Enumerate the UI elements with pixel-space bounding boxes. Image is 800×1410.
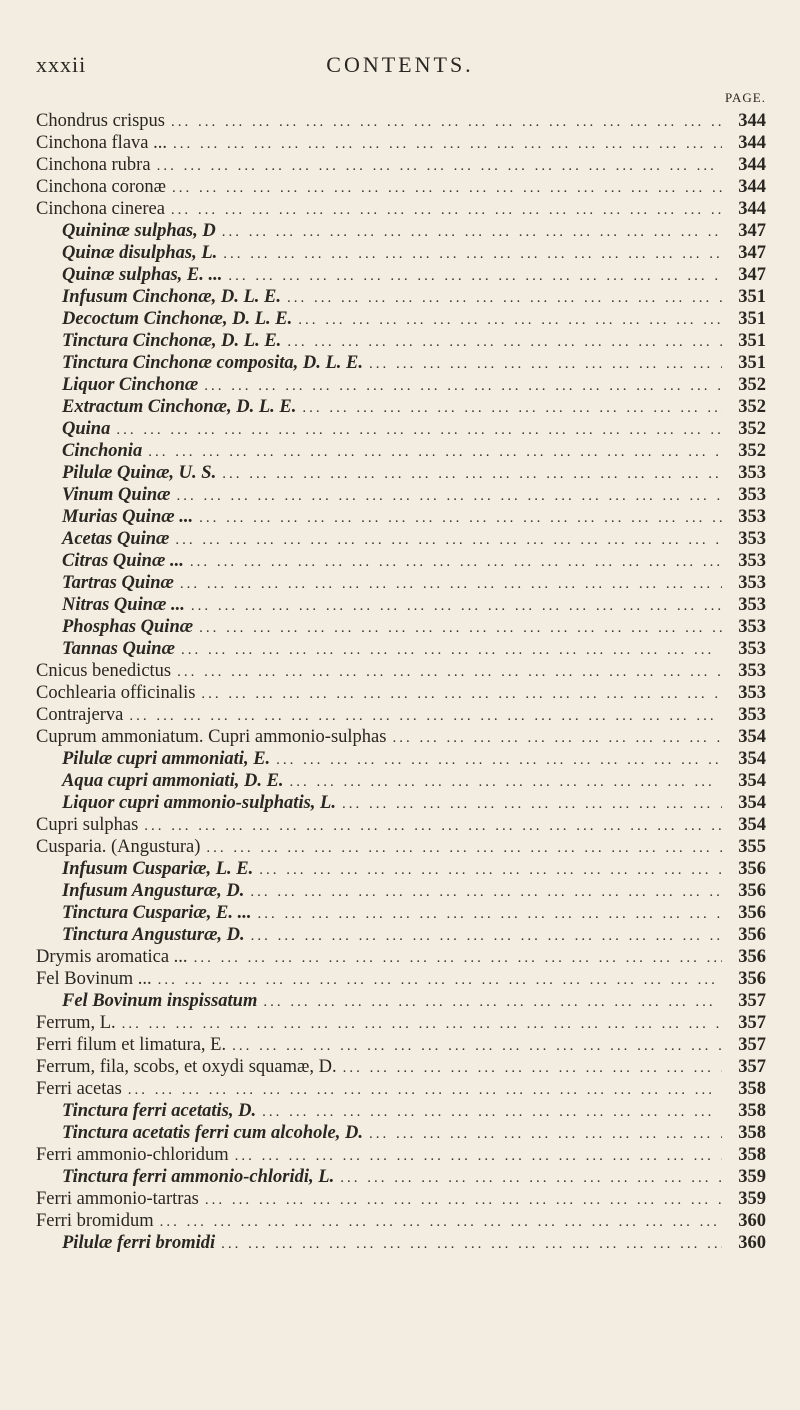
entry-title: Cinchona cinerea xyxy=(36,199,165,219)
entry-page-number: 356 xyxy=(738,881,766,901)
dot-leader xyxy=(342,793,722,815)
entry-page-number: 352 xyxy=(738,441,766,461)
contents-entry xyxy=(36,704,766,726)
entry-title: Quinæ sulphas, E. ... xyxy=(62,265,223,285)
entry-title: Cinchona coronæ xyxy=(36,177,166,197)
contents-entry xyxy=(36,660,766,682)
contents-subentry xyxy=(36,1232,766,1254)
contents-subentry xyxy=(36,1100,766,1122)
dot-leader xyxy=(180,573,722,595)
entry-title: Decoctum Cinchonæ, D. L. E. xyxy=(62,309,293,329)
entry-page-number: 354 xyxy=(738,771,766,791)
entry-title: Infusum Cuspariæ, L. E. xyxy=(62,859,254,879)
entry-page-number: 353 xyxy=(738,573,766,593)
entry-title: Tinctura acetatis ferri cum alcohole, D. xyxy=(62,1123,363,1143)
dot-leader xyxy=(251,925,722,947)
entry-title: Quinæ disulphas, L. xyxy=(62,243,218,263)
entry-title: Ferrum, L. xyxy=(36,1013,116,1033)
dot-leader xyxy=(298,309,722,331)
contents-entry xyxy=(36,814,766,836)
contents-subentry xyxy=(36,990,766,1012)
contents-entry xyxy=(36,968,766,990)
entry-page-number: 353 xyxy=(738,705,766,725)
entry-page-number: 356 xyxy=(738,969,766,989)
entry-title: Murias Quinæ ... xyxy=(62,507,194,527)
dot-leader xyxy=(340,1167,722,1189)
entry-page-number: 352 xyxy=(738,375,766,395)
dot-leader xyxy=(204,375,722,397)
dot-leader xyxy=(235,1145,722,1167)
dot-leader xyxy=(258,903,723,925)
dot-leader xyxy=(392,727,722,749)
entry-page-number: 354 xyxy=(738,727,766,747)
entry-page-number: 360 xyxy=(738,1233,766,1253)
dot-leader xyxy=(221,1233,722,1255)
entry-title: Liquor Cinchonæ xyxy=(62,375,199,395)
contents-entry xyxy=(36,110,766,132)
entry-title: Tinctura Angusturæ, D. xyxy=(62,925,245,945)
entry-title: Tinctura ferri ammonio-chloridi, L. xyxy=(62,1167,335,1187)
entry-page-number: 351 xyxy=(738,309,766,329)
dot-leader xyxy=(369,1123,722,1145)
entry-page-number: 356 xyxy=(738,947,766,967)
contents-subentry xyxy=(36,902,766,924)
dot-leader xyxy=(263,991,722,1013)
dot-leader xyxy=(148,441,722,463)
running-title: CONTENTS. xyxy=(326,52,474,77)
entry-page-number: 353 xyxy=(738,551,766,571)
contents-subentry xyxy=(36,858,766,880)
page-header xyxy=(36,52,764,82)
dot-leader xyxy=(175,529,722,551)
entry-page-number: 358 xyxy=(738,1101,766,1121)
contents-subentry xyxy=(36,330,766,352)
dot-leader xyxy=(206,837,722,859)
entry-title: Fel Bovinum ... xyxy=(36,969,152,989)
entry-page-number: 356 xyxy=(738,859,766,879)
dot-leader xyxy=(177,485,723,507)
contents-subentry xyxy=(36,220,766,242)
dot-leader xyxy=(116,419,722,441)
contents-subentry xyxy=(36,638,766,660)
dot-leader xyxy=(223,243,722,265)
entry-page-number: 360 xyxy=(738,1211,766,1231)
dot-leader xyxy=(181,639,722,661)
contents-entry xyxy=(36,1144,766,1166)
dot-leader xyxy=(194,947,722,969)
page-number: xxxii xyxy=(36,52,87,77)
entry-page-number: 353 xyxy=(738,595,766,615)
dot-leader xyxy=(173,133,722,155)
contents-entry xyxy=(36,1056,766,1078)
contents-entry xyxy=(36,154,766,176)
dot-leader xyxy=(190,551,722,573)
entry-title: Ferri acetas xyxy=(36,1079,122,1099)
contents-subentry xyxy=(36,770,766,792)
dot-leader xyxy=(287,331,722,353)
contents-entry xyxy=(36,682,766,704)
contents-entry xyxy=(36,198,766,220)
contents-subentry xyxy=(36,1122,766,1144)
entry-title: Cupri sulphas xyxy=(36,815,139,835)
entry-page-number: 353 xyxy=(738,529,766,549)
entry-page-number: 344 xyxy=(738,199,766,219)
entry-title: Contrajerva xyxy=(36,705,124,725)
entry-page-number: 353 xyxy=(738,485,766,505)
entry-title: Tinctura ferri acetatis, D. xyxy=(62,1101,257,1121)
entry-page-number: 353 xyxy=(738,639,766,659)
contents-subentry xyxy=(36,286,766,308)
dot-leader xyxy=(171,111,722,133)
entry-title: Aqua cupri ammoniati, D. E. xyxy=(62,771,284,791)
dot-leader xyxy=(222,221,722,243)
entry-title: Chondrus crispus xyxy=(36,111,165,131)
entry-page-number: 359 xyxy=(738,1189,766,1209)
entry-page-number: 354 xyxy=(738,749,766,769)
entry-page-number: 353 xyxy=(738,463,766,483)
entry-title: Ferri ammonio-chloridum xyxy=(36,1145,229,1165)
entry-title: Tinctura Cinchonæ composita, D. L. E. xyxy=(62,353,364,373)
entry-title: Ferri bromidum xyxy=(36,1211,154,1231)
dot-leader xyxy=(199,617,722,639)
entry-title: Fel Bovinum inspissatum xyxy=(62,991,258,1011)
entry-title: Cinchona flava ... xyxy=(36,133,167,153)
entry-page-number: 352 xyxy=(738,419,766,439)
entry-title: Pilulæ ferri bromidi xyxy=(62,1233,216,1253)
entry-page-number: 344 xyxy=(738,155,766,175)
dot-leader xyxy=(205,1189,722,1211)
contents-subentry xyxy=(36,462,766,484)
contents-subentry xyxy=(36,308,766,330)
contents-entry xyxy=(36,1034,766,1056)
entry-title: Tinctura Cuspariæ, E. ... xyxy=(62,903,252,923)
contents-subentry xyxy=(36,924,766,946)
entry-title: Citras Quinæ ... xyxy=(62,551,184,571)
entry-page-number: 353 xyxy=(738,661,766,681)
contents-subentry xyxy=(36,396,766,418)
dot-leader xyxy=(343,1057,722,1079)
dot-leader xyxy=(129,705,722,727)
dot-leader xyxy=(172,177,722,199)
page-column-label: PAGE. xyxy=(724,90,766,105)
contents-entry xyxy=(36,1012,766,1034)
dot-leader xyxy=(144,815,722,837)
entry-page-number: 357 xyxy=(738,1035,766,1055)
dot-leader xyxy=(158,969,722,991)
contents-subentry xyxy=(36,792,766,814)
contents-subentry xyxy=(36,528,766,550)
dot-leader xyxy=(228,265,722,287)
entry-title: Cnicus benedictus xyxy=(36,661,172,681)
contents-subentry xyxy=(36,506,766,528)
entry-page-number: 353 xyxy=(738,617,766,637)
dot-leader xyxy=(177,661,722,683)
entry-title: Quina xyxy=(62,419,111,439)
contents-entry xyxy=(36,1188,766,1210)
entry-page-number: 356 xyxy=(738,925,766,945)
entry-title: Pilulæ cupri ammoniati, E. xyxy=(62,749,271,769)
contents-subentry xyxy=(36,748,766,770)
contents-subentry xyxy=(36,572,766,594)
entry-title: Ferri ammonio-tartras xyxy=(36,1189,199,1209)
entry-page-number: 354 xyxy=(738,793,766,813)
contents-subentry xyxy=(36,418,766,440)
contents-entry xyxy=(36,1210,766,1232)
contents-entry xyxy=(36,726,766,748)
entry-title: Quininæ sulphas, D xyxy=(62,221,216,241)
entry-title: Drymis aromatica ... xyxy=(36,947,188,967)
entry-page-number: 358 xyxy=(738,1145,766,1165)
entry-title: Cuprum ammoniatum. Cupri ammonio-sulphas xyxy=(36,727,387,747)
entry-title: Cinchonia xyxy=(62,441,143,461)
dot-leader xyxy=(287,287,722,309)
contents-subentry xyxy=(36,1166,766,1188)
dot-leader xyxy=(171,199,722,221)
entry-title: Acetas Quinæ xyxy=(62,529,170,549)
entry-title: Pilulæ Quinæ, U. S. xyxy=(62,463,217,483)
contents-entry xyxy=(36,176,766,198)
dot-leader xyxy=(232,1035,722,1057)
entry-page-number: 355 xyxy=(738,837,766,857)
entry-page-number: 353 xyxy=(738,683,766,703)
entry-page-number: 358 xyxy=(738,1123,766,1143)
dot-leader xyxy=(191,595,722,617)
dot-leader xyxy=(302,397,722,419)
dot-leader xyxy=(222,463,722,485)
contents-subentry xyxy=(36,880,766,902)
entry-title: Liquor cupri ammonio-sulphatis, L. xyxy=(62,793,336,813)
contents-subentry xyxy=(36,264,766,286)
entry-page-number: 353 xyxy=(738,507,766,527)
entry-title: Vinum Quinæ xyxy=(62,485,171,505)
dot-leader xyxy=(262,1101,722,1123)
dot-leader xyxy=(259,859,722,881)
entry-title: Cochlearia officinalis xyxy=(36,683,196,703)
entry-page-number: 354 xyxy=(738,815,766,835)
contents-subentry xyxy=(36,352,766,374)
contents-subentry xyxy=(36,440,766,462)
dot-leader xyxy=(250,881,722,903)
entry-page-number: 352 xyxy=(738,397,766,417)
dot-leader xyxy=(199,507,722,529)
entry-page-number: 357 xyxy=(738,991,766,1011)
entry-title: Ferrum, fila, scobs, et oxydi squamæ, D. xyxy=(36,1057,337,1077)
entry-page-number: 344 xyxy=(738,133,766,153)
entry-page-number: 344 xyxy=(738,177,766,197)
contents-entry xyxy=(36,946,766,968)
entry-title: Tinctura Cinchonæ, D. L. E. xyxy=(62,331,282,351)
contents-entry xyxy=(36,132,766,154)
contents-subentry xyxy=(36,374,766,396)
entry-page-number: 347 xyxy=(738,221,766,241)
entry-page-number: 357 xyxy=(738,1013,766,1033)
contents-subentry xyxy=(36,594,766,616)
dot-leader xyxy=(369,353,722,375)
entry-title: Ferri filum et limatura, E. xyxy=(36,1035,227,1055)
entry-page-number: 347 xyxy=(738,265,766,285)
dot-leader xyxy=(128,1079,722,1101)
contents-entry xyxy=(36,1078,766,1100)
entry-title: Nitras Quinæ ... xyxy=(62,595,185,615)
entry-title: Cusparia. (Angustura) xyxy=(36,837,201,857)
entry-page-number: 356 xyxy=(738,903,766,923)
dot-leader xyxy=(157,155,722,177)
entry-page-number: 347 xyxy=(738,243,766,263)
entry-page-number: 359 xyxy=(738,1167,766,1187)
entry-title: Tannas Quinæ xyxy=(62,639,175,659)
contents-subentry xyxy=(36,616,766,638)
contents-entry xyxy=(36,836,766,858)
contents-list xyxy=(36,110,766,1254)
dot-leader xyxy=(290,771,722,793)
dot-leader xyxy=(201,683,722,705)
entry-page-number: 357 xyxy=(738,1057,766,1077)
entry-title: Tartras Quinæ xyxy=(62,573,174,593)
dot-leader xyxy=(160,1211,722,1233)
entry-page-number: 351 xyxy=(738,287,766,307)
entry-title: Cinchona rubra xyxy=(36,155,151,175)
entry-page-number: 351 xyxy=(738,331,766,351)
entry-page-number: 358 xyxy=(738,1079,766,1099)
entry-title: Infusum Angusturæ, D. xyxy=(62,881,245,901)
contents-subentry xyxy=(36,550,766,572)
entry-title: Extractum Cinchonæ, D. L. E. xyxy=(62,397,297,417)
dot-leader xyxy=(276,749,722,771)
contents-subentry xyxy=(36,484,766,506)
entry-title: Phosphas Quinæ xyxy=(62,617,194,637)
dot-leader xyxy=(122,1013,722,1035)
contents-subentry xyxy=(36,242,766,264)
entry-title: Infusum Cinchonæ, D. L. E. xyxy=(62,287,281,307)
entry-page-number: 351 xyxy=(738,353,766,373)
entry-page-number: 344 xyxy=(738,111,766,131)
